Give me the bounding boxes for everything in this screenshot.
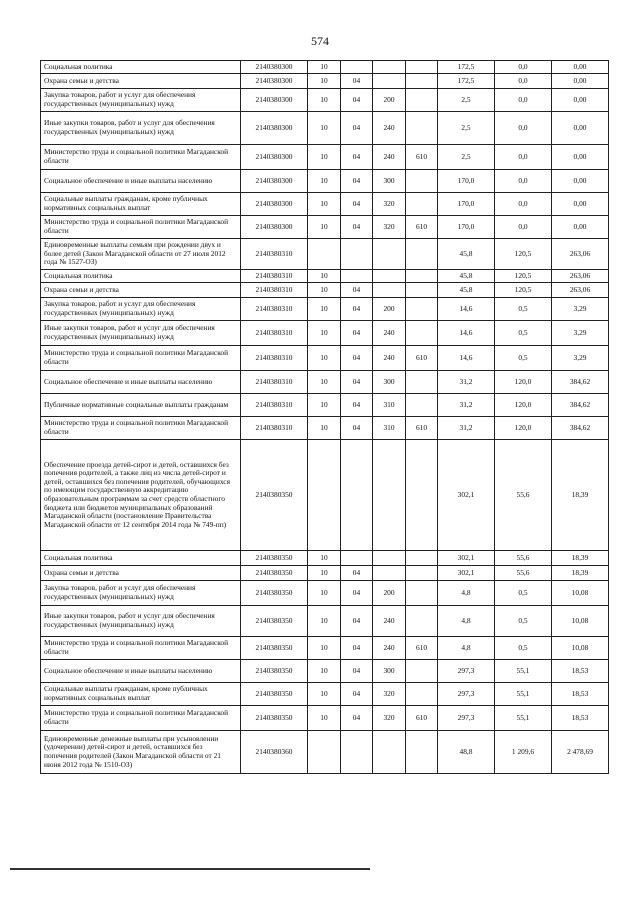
section-cell: 10 <box>308 193 341 216</box>
subsection-cell: 04 <box>341 145 373 170</box>
subsection-cell <box>341 731 373 774</box>
subsection-cell: 04 <box>341 170 373 193</box>
row-name-cell: Социальная политика <box>41 270 241 283</box>
section-cell: 10 <box>308 346 341 371</box>
budget-table <box>40 60 609 774</box>
value-2-cell: 120,0 <box>495 371 552 394</box>
value-2-cell: 0,0 <box>495 170 552 193</box>
value-2-cell: 0,0 <box>495 89 552 112</box>
value-2-cell: 55,1 <box>495 706 552 731</box>
section-cell: 10 <box>308 683 341 706</box>
expense-type-cell: 240 <box>373 346 406 371</box>
ministry-code-cell: 610 <box>406 346 438 371</box>
value-3-cell: 0,00 <box>552 170 609 193</box>
target-article-cell: 2140380350 <box>241 551 308 566</box>
table-row <box>41 606 609 637</box>
expense-type-cell: 200 <box>373 89 406 112</box>
expense-type-cell: 300 <box>373 660 406 683</box>
row-name-cell: Иные закупки товаров, работ и услуг для обеспечения государственных (муниципальных) нужд <box>41 606 241 637</box>
target-article-cell: 2140380300 <box>241 61 308 74</box>
ministry-code-cell <box>406 440 438 551</box>
ministry-code-cell <box>406 683 438 706</box>
table-row <box>41 566 609 581</box>
value-2-cell: 120,5 <box>495 283 552 298</box>
value-1-cell: 170,0 <box>438 216 495 239</box>
subsection-cell <box>341 61 373 74</box>
target-article-cell: 2140380350 <box>241 440 308 551</box>
ministry-code-cell <box>406 606 438 637</box>
value-3-cell: 263,06 <box>552 239 609 270</box>
subsection-cell: 04 <box>341 394 373 417</box>
value-2-cell: 0,5 <box>495 298 552 321</box>
subsection-cell: 04 <box>341 706 373 731</box>
ministry-code-cell <box>406 270 438 283</box>
row-name-cell: Социальные выплаты гражданам, кроме публичных нормативных социальных выплат <box>41 683 241 706</box>
target-article-cell: 2140380310 <box>241 239 308 270</box>
section-cell: 10 <box>308 89 341 112</box>
value-3-cell: 10,08 <box>552 606 609 637</box>
row-name-cell: Единовременные денежные выплаты при усыновлении (удочерении) детей-сирот и детей, оставшихся без попечения родителей (Закон Магаданской области от 21 июня 2012 года № 1510-ОЗ) <box>41 731 241 774</box>
ministry-code-cell: 610 <box>406 417 438 440</box>
value-1-cell: 4,8 <box>438 581 495 606</box>
ministry-code-cell <box>406 321 438 346</box>
value-1-cell: 48,8 <box>438 731 495 774</box>
table-row <box>41 371 609 394</box>
expense-type-cell: 240 <box>373 145 406 170</box>
subsection-cell: 04 <box>341 321 373 346</box>
value-3-cell: 18,39 <box>552 551 609 566</box>
table-row <box>41 216 609 239</box>
value-2-cell: 0,0 <box>495 61 552 74</box>
value-3-cell: 0,00 <box>552 89 609 112</box>
ministry-code-cell: 610 <box>406 216 438 239</box>
subsection-cell: 04 <box>341 581 373 606</box>
subsection-cell: 04 <box>341 346 373 371</box>
ministry-code-cell <box>406 89 438 112</box>
ministry-code-cell <box>406 239 438 270</box>
subsection-cell: 04 <box>341 216 373 239</box>
expense-type-cell: 200 <box>373 581 406 606</box>
row-name-cell: Министерство труда и социальной политики Магаданской области <box>41 145 241 170</box>
ministry-code-cell <box>406 74 438 89</box>
value-2-cell: 55,6 <box>495 551 552 566</box>
target-article-cell: 2140380350 <box>241 606 308 637</box>
section-cell: 10 <box>308 660 341 683</box>
expense-type-cell: 200 <box>373 298 406 321</box>
table-row <box>41 112 609 145</box>
value-1-cell: 302,1 <box>438 566 495 581</box>
row-name-cell: Охрана семьи и детства <box>41 566 241 581</box>
ministry-code-cell <box>406 551 438 566</box>
value-3-cell: 384,62 <box>552 371 609 394</box>
value-3-cell: 10,08 <box>552 581 609 606</box>
value-3-cell: 18,53 <box>552 706 609 731</box>
row-name-cell: Публичные нормативные социальные выплаты гражданам <box>41 394 241 417</box>
section-cell: 10 <box>308 61 341 74</box>
ministry-code-cell <box>406 61 438 74</box>
value-2-cell: 0,5 <box>495 346 552 371</box>
subsection-cell: 04 <box>341 566 373 581</box>
row-name-cell: Иные закупки товаров, работ и услуг для обеспечения государственных (муниципальных) нужд <box>41 112 241 145</box>
expense-type-cell <box>373 61 406 74</box>
table-row <box>41 551 609 566</box>
table-row <box>41 417 609 440</box>
expense-type-cell <box>373 283 406 298</box>
row-name-cell: Единовременные выплаты семьям при рождении двух и более детей (Закон Магаданской области от 27 июля 2012 года № 1527-ОЗ) <box>41 239 241 270</box>
target-article-cell: 2140380310 <box>241 371 308 394</box>
expense-type-cell: 310 <box>373 394 406 417</box>
section-cell: 10 <box>308 170 341 193</box>
ministry-code-cell <box>406 193 438 216</box>
expense-type-cell: 240 <box>373 112 406 145</box>
row-name-cell: Министерство труда и социальной политики Магаданской области <box>41 637 241 660</box>
section-cell: 10 <box>308 581 341 606</box>
row-name-cell: Закупка товаров, работ и услуг для обеспечения государственных (муниципальных) нужд <box>41 89 241 112</box>
value-3-cell: 384,62 <box>552 417 609 440</box>
value-1-cell: 2,5 <box>438 145 495 170</box>
value-2-cell: 1 209,6 <box>495 731 552 774</box>
value-2-cell: 0,0 <box>495 145 552 170</box>
value-1-cell: 297,3 <box>438 660 495 683</box>
ministry-code-cell: 610 <box>406 145 438 170</box>
subsection-cell <box>341 440 373 551</box>
row-name-cell: Социальное обеспечение и иные выплаты населению <box>41 170 241 193</box>
row-name-cell: Министерство труда и социальной политики Магаданской области <box>41 706 241 731</box>
expense-type-cell: 310 <box>373 417 406 440</box>
page-number: 574 <box>311 34 329 48</box>
value-3-cell: 18,53 <box>552 660 609 683</box>
page-bottom-rule <box>10 868 370 870</box>
table-row <box>41 683 609 706</box>
value-3-cell: 10,08 <box>552 637 609 660</box>
value-2-cell: 0,0 <box>495 193 552 216</box>
subsection-cell <box>341 239 373 270</box>
target-article-cell: 2140380300 <box>241 112 308 145</box>
value-2-cell: 120,5 <box>495 270 552 283</box>
value-1-cell: 297,3 <box>438 683 495 706</box>
row-name-cell: Министерство труда и социальной политики Магаданской области <box>41 417 241 440</box>
subsection-cell: 04 <box>341 112 373 145</box>
value-1-cell: 302,1 <box>438 440 495 551</box>
value-1-cell: 297,3 <box>438 706 495 731</box>
value-2-cell: 0,5 <box>495 581 552 606</box>
section-cell: 10 <box>308 270 341 283</box>
value-2-cell: 55,6 <box>495 440 552 551</box>
section-cell <box>308 440 341 551</box>
table-row <box>41 89 609 112</box>
value-3-cell: 0,00 <box>552 61 609 74</box>
value-1-cell: 14,6 <box>438 321 495 346</box>
expense-type-cell <box>373 74 406 89</box>
value-2-cell: 120,5 <box>495 239 552 270</box>
value-2-cell: 0,5 <box>495 606 552 637</box>
row-name-cell: Иные закупки товаров, работ и услуг для обеспечения государственных (муниципальных) нужд <box>41 321 241 346</box>
section-cell: 10 <box>308 706 341 731</box>
table-row <box>41 321 609 346</box>
subsection-cell <box>341 551 373 566</box>
value-1-cell: 170,0 <box>438 170 495 193</box>
table-row <box>41 145 609 170</box>
value-3-cell: 2 478,69 <box>552 731 609 774</box>
target-article-cell: 2140380310 <box>241 394 308 417</box>
subsection-cell: 04 <box>341 660 373 683</box>
table-row <box>41 394 609 417</box>
subsection-cell: 04 <box>341 417 373 440</box>
ministry-code-cell <box>406 581 438 606</box>
value-1-cell: 14,6 <box>438 346 495 371</box>
subsection-cell: 04 <box>341 283 373 298</box>
row-name-cell: Охрана семьи и детства <box>41 74 241 89</box>
value-3-cell: 263,06 <box>552 270 609 283</box>
value-1-cell: 4,8 <box>438 606 495 637</box>
value-2-cell: 0,5 <box>495 637 552 660</box>
target-article-cell: 2140380350 <box>241 566 308 581</box>
value-1-cell: 31,2 <box>438 371 495 394</box>
table-row <box>41 440 609 551</box>
value-3-cell: 18,53 <box>552 683 609 706</box>
expense-type-cell <box>373 731 406 774</box>
value-3-cell: 3,29 <box>552 298 609 321</box>
ministry-code-cell: 610 <box>406 637 438 660</box>
target-article-cell: 2140380310 <box>241 270 308 283</box>
target-article-cell: 2140380310 <box>241 346 308 371</box>
table-row <box>41 283 609 298</box>
value-3-cell: 0,00 <box>552 112 609 145</box>
row-name-cell: Закупка товаров, работ и услуг для обеспечения государственных (муниципальных) нужд <box>41 581 241 606</box>
ministry-code-cell <box>406 298 438 321</box>
ministry-code-cell <box>406 660 438 683</box>
value-1-cell: 2,5 <box>438 112 495 145</box>
value-3-cell: 384,62 <box>552 394 609 417</box>
value-3-cell: 18,39 <box>552 566 609 581</box>
section-cell: 10 <box>308 145 341 170</box>
ministry-code-cell <box>406 170 438 193</box>
ministry-code-cell <box>406 371 438 394</box>
target-article-cell: 2140380300 <box>241 145 308 170</box>
value-3-cell: 0,00 <box>552 193 609 216</box>
target-article-cell: 2140380300 <box>241 170 308 193</box>
value-3-cell: 18,39 <box>552 440 609 551</box>
value-2-cell: 120,0 <box>495 394 552 417</box>
value-1-cell: 172,5 <box>438 74 495 89</box>
table-row <box>41 270 609 283</box>
table-row <box>41 74 609 89</box>
value-3-cell: 3,29 <box>552 321 609 346</box>
target-article-cell: 2140380360 <box>241 731 308 774</box>
target-article-cell: 2140380350 <box>241 637 308 660</box>
section-cell: 10 <box>308 371 341 394</box>
subsection-cell: 04 <box>341 637 373 660</box>
ministry-code-cell <box>406 394 438 417</box>
target-article-cell: 2140380310 <box>241 283 308 298</box>
table-row <box>41 637 609 660</box>
expense-type-cell: 300 <box>373 371 406 394</box>
row-name-cell: Социальная политика <box>41 61 241 74</box>
section-cell: 10 <box>308 394 341 417</box>
expense-type-cell <box>373 566 406 581</box>
value-2-cell: 0,0 <box>495 74 552 89</box>
value-2-cell: 120,0 <box>495 417 552 440</box>
expense-type-cell: 240 <box>373 321 406 346</box>
target-article-cell: 2140380300 <box>241 193 308 216</box>
table-row <box>41 239 609 270</box>
expense-type-cell: 320 <box>373 706 406 731</box>
subsection-cell: 04 <box>341 193 373 216</box>
expense-type-cell <box>373 440 406 551</box>
target-article-cell: 2140380300 <box>241 74 308 89</box>
section-cell: 10 <box>308 321 341 346</box>
expense-type-cell: 240 <box>373 606 406 637</box>
target-article-cell: 2140380310 <box>241 298 308 321</box>
target-article-cell: 2140380350 <box>241 706 308 731</box>
expense-type-cell: 320 <box>373 216 406 239</box>
table-row <box>41 170 609 193</box>
value-2-cell: 0,0 <box>495 216 552 239</box>
ministry-code-cell: 610 <box>406 706 438 731</box>
value-1-cell: 170,0 <box>438 193 495 216</box>
row-name-cell: Министерство труда и социальной политики Магаданской области <box>41 346 241 371</box>
ministry-code-cell <box>406 283 438 298</box>
value-2-cell: 0,0 <box>495 112 552 145</box>
subsection-cell: 04 <box>341 74 373 89</box>
value-2-cell: 0,5 <box>495 321 552 346</box>
value-3-cell: 0,00 <box>552 145 609 170</box>
target-article-cell: 2140380310 <box>241 417 308 440</box>
target-article-cell: 2140380310 <box>241 321 308 346</box>
target-article-cell: 2140380350 <box>241 683 308 706</box>
value-1-cell: 2,5 <box>438 89 495 112</box>
section-cell <box>308 239 341 270</box>
value-2-cell: 55,1 <box>495 683 552 706</box>
value-1-cell: 172,5 <box>438 61 495 74</box>
table-row <box>41 706 609 731</box>
section-cell: 10 <box>308 566 341 581</box>
section-cell: 10 <box>308 216 341 239</box>
ministry-code-cell <box>406 566 438 581</box>
table-row <box>41 660 609 683</box>
section-cell <box>308 731 341 774</box>
target-article-cell: 2140380300 <box>241 216 308 239</box>
section-cell: 10 <box>308 283 341 298</box>
ministry-code-cell <box>406 112 438 145</box>
value-3-cell: 0,00 <box>552 216 609 239</box>
section-cell: 10 <box>308 298 341 321</box>
expense-type-cell <box>373 239 406 270</box>
table-row <box>41 346 609 371</box>
value-1-cell: 45,8 <box>438 270 495 283</box>
expense-type-cell <box>373 270 406 283</box>
row-name-cell: Закупка товаров, работ и услуг для обеспечения государственных (муниципальных) нужд <box>41 298 241 321</box>
row-name-cell: Министерство труда и социальной политики Магаданской области <box>41 216 241 239</box>
target-article-cell: 2140380300 <box>241 89 308 112</box>
value-1-cell: 31,2 <box>438 417 495 440</box>
expense-type-cell <box>373 551 406 566</box>
section-cell: 10 <box>308 112 341 145</box>
table-row <box>41 581 609 606</box>
table-body <box>41 61 609 774</box>
section-cell: 10 <box>308 74 341 89</box>
table-row <box>41 298 609 321</box>
row-name-cell: Социальные выплаты гражданам, кроме публичных нормативных социальных выплат <box>41 193 241 216</box>
section-cell: 10 <box>308 606 341 637</box>
subsection-cell: 04 <box>341 371 373 394</box>
row-name-cell: Социальное обеспечение и иные выплаты населению <box>41 371 241 394</box>
value-1-cell: 45,8 <box>438 239 495 270</box>
row-name-cell: Социальное обеспечение и иные выплаты населению <box>41 660 241 683</box>
value-2-cell: 55,1 <box>495 660 552 683</box>
expense-type-cell: 300 <box>373 170 406 193</box>
row-name-cell: Охрана семьи и детства <box>41 283 241 298</box>
value-1-cell: 45,8 <box>438 283 495 298</box>
value-1-cell: 302,1 <box>438 551 495 566</box>
table-row <box>41 193 609 216</box>
subsection-cell <box>341 270 373 283</box>
value-1-cell: 14,6 <box>438 298 495 321</box>
value-3-cell: 3,29 <box>552 346 609 371</box>
subsection-cell: 04 <box>341 298 373 321</box>
subsection-cell: 04 <box>341 683 373 706</box>
subsection-cell: 04 <box>341 606 373 637</box>
value-2-cell: 55,6 <box>495 566 552 581</box>
value-1-cell: 31,2 <box>438 394 495 417</box>
ministry-code-cell <box>406 731 438 774</box>
table-row <box>41 61 609 74</box>
value-3-cell: 263,06 <box>552 283 609 298</box>
expense-type-cell: 240 <box>373 637 406 660</box>
table-row <box>41 731 609 774</box>
row-name-cell: Обеспечение проезда детей-сирот и детей, оставшихся без попечения родителей, а также лиц из числа детей-сирот и детей, оставшихся без попечения родителей, обучающихся по имеющим государственную аккредитацию образовательным программам за счет средств областного бюджета или бюджетов муниципальных образований Магаданской области (постановление Правительства Магаданской области от 12 сентября 2014 года № 749-пп) <box>41 440 241 551</box>
row-name-cell: Социальная политика <box>41 551 241 566</box>
target-article-cell: 2140380350 <box>241 581 308 606</box>
section-cell: 10 <box>308 637 341 660</box>
section-cell: 10 <box>308 417 341 440</box>
expense-type-cell: 320 <box>373 683 406 706</box>
value-1-cell: 4,8 <box>438 637 495 660</box>
section-cell: 10 <box>308 551 341 566</box>
subsection-cell: 04 <box>341 89 373 112</box>
value-3-cell: 0,00 <box>552 74 609 89</box>
expense-type-cell: 320 <box>373 193 406 216</box>
target-article-cell: 2140380350 <box>241 660 308 683</box>
